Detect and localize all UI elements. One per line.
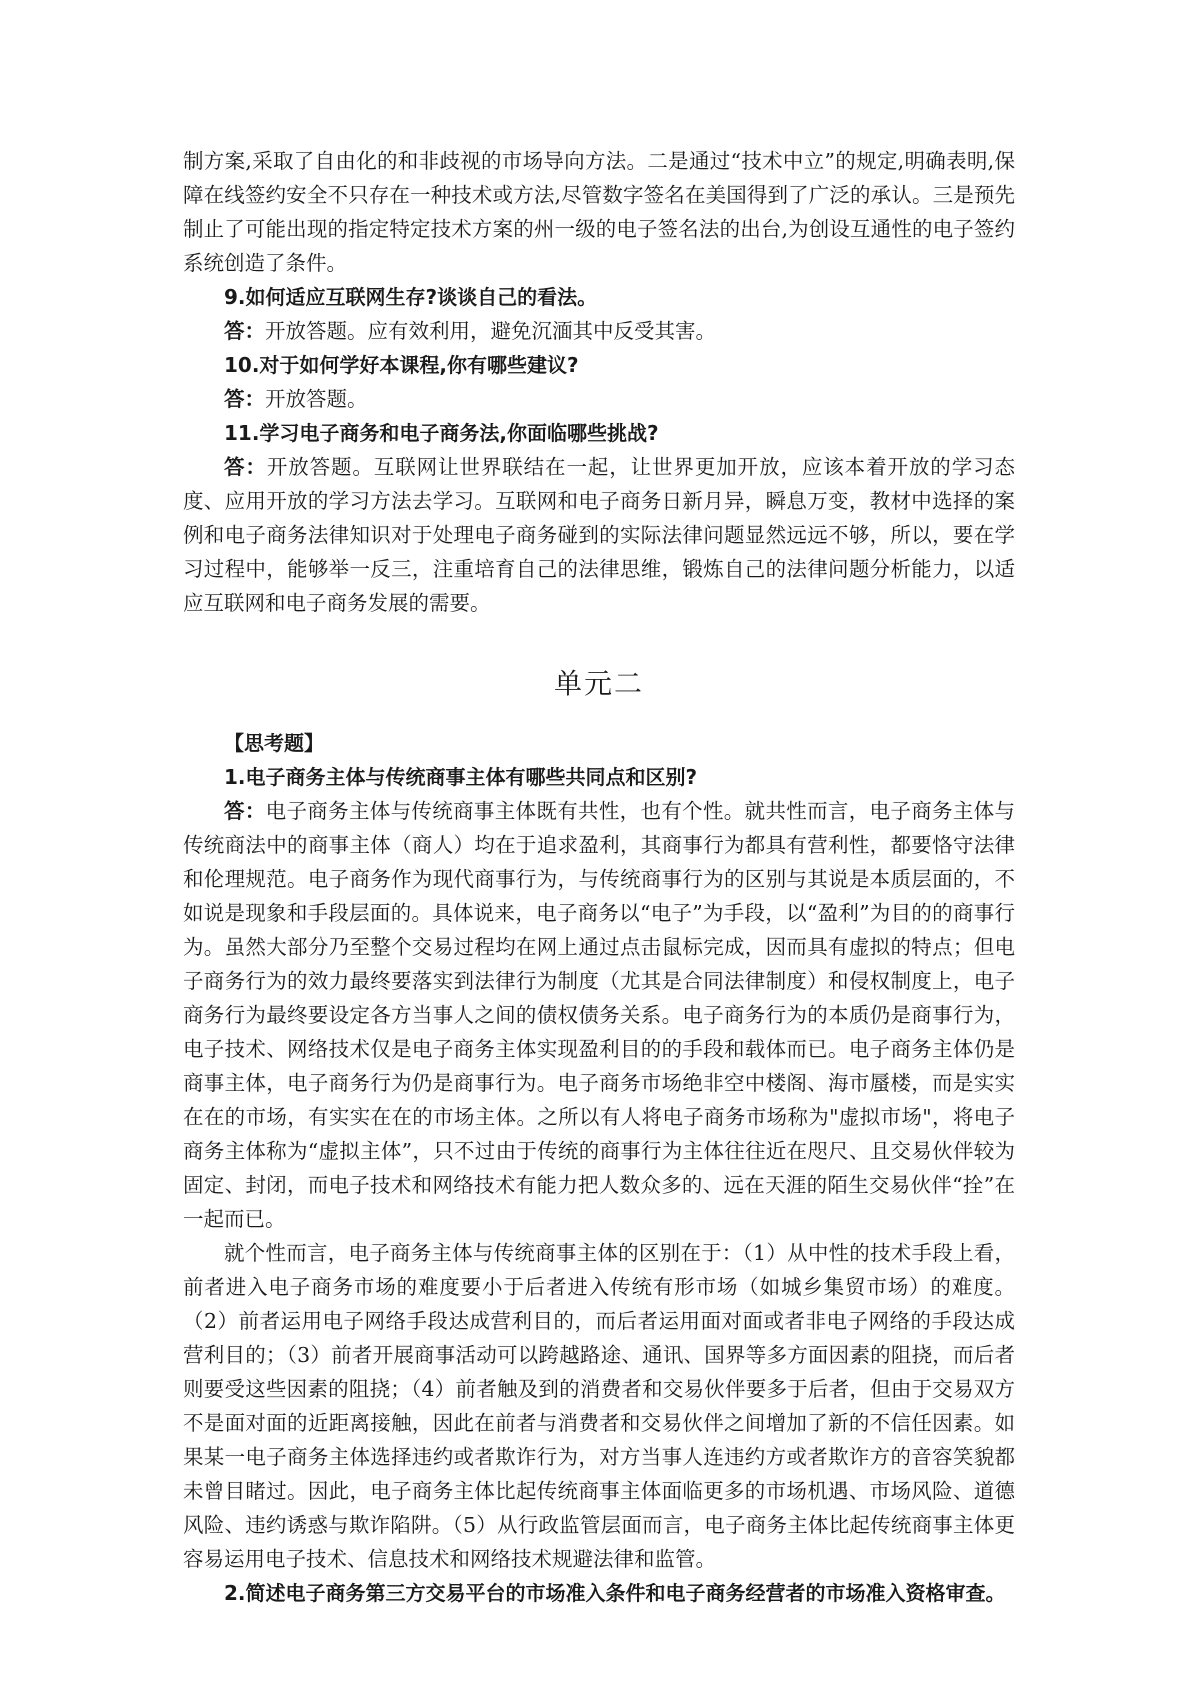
page-content — [183, 144, 1015, 1610]
answer-text: 电子商务主体与传统商事主体既有共性，也有个性。就共性而言，电子商务主体与传统商法中的商事主体（商人）均在于追求盈利，其商事行为都具有营利性，都要恪守法律和伦理规范。电子商务作为现代商事行为，与传统商事行为的区别与其说是本质层面的，不如说是现象和手段层面的。具体说来，电子商务以“电子”为手段，以“盈利”为目的的商事行为。虽然大部分乃至整个交易过程均在网上通过点击鼠标完成，因而具有虚拟的特点；但电子商务行为的效力最终要落实到法律行为制度（尤其是合同法律制度）和侵权制度上，电子商务行为最终要设定各方当事人之间的债权债务关系。电子商务行为的本质仍是商事行为，电子技术、网络技术仅是电子商务主体实现盈利目的的手段和载体而已。电子商务主体仍是商事主体，电子商务行为仍是商事行为。电子商务市场绝非空中楼阁、海市蜃楼，而是实实在在的市场，有实实在在的市场主体。之所以有人将电子商务市场称为"虚拟市场"，将电子商务主体称为“虚拟主体”，只不过由于传统的商事行为主体往往近在咫尺、且交易伙伴较为固定、封闭，而电子技术和网络技术有能力把人数众多的、远在天涯的陌生交易伙伴“拴”在一起而已。 — [183, 799, 1016, 1231]
answer-label: 答： — [224, 387, 265, 411]
answer-9 — [183, 314, 1015, 348]
answer-11 — [183, 450, 1015, 620]
unit2-answer-1-paragraph-2: 就个性而言，电子商务主体与传统商事主体的区别在于：（1）从中性的技术手段上看，前者进入电子商务市场的难度要小于后者进入传统有形市场（如城乡集贸市场）的难度。（2）前者运用电子网络手段达成营利目的，而后者运用面对面或者非电子网络的手段达成营利目的；（3）前者开展商事活动可以跨越路途、通讯、国界等多方面因素的阻挠，而后者则要受这些因素的阻挠；（4）前者触及到的消费者和交易伙伴要多于后者，但由于交易双方不是面对面的近距离接触，因此在前者与消费者和交易伙伴之间增加了新的不信任因素。如果某一电子商务主体选择违约或者欺诈行为，对方当事人连违约方或者欺诈方的音容笑貌都未曾目睹过。因此，电子商务主体比起传统商事主体面临更多的市场机遇、市场风险、道德风险、违约诱惑与欺诈陷阱。（5）从行政监管层面而言，电子商务主体比起传统商事主体更容易运用电子技术、信息技术和网络技术规避法律和监管。 — [183, 1241, 1015, 1571]
unit2-question-1: 1.电子商务主体与传统商事主体有哪些共同点和区别? — [224, 765, 698, 789]
unit-title: 单元二 — [553, 667, 644, 700]
unit2-answer-1 — [183, 794, 1015, 1236]
intro-paragraph: 制方案,采取了自由化的和非歧视的市场导向方法。二是通过“技术中立”的规定,明确表明,保障在线签约安全不只存在一种技术或方法,尽管数字签名在美国得到了广泛的承认。三是预先制止了可能出现的指定特定技术方案的州一级的电子签名法的出台,为创设互通性的电子签约系统创造了条件。 — [183, 149, 1015, 275]
answer-text: 开放答题。应有效利用，避免沉湎其中反受其害。 — [265, 319, 716, 343]
answer-text: 开放答题。 — [265, 387, 368, 411]
answer-text: 开放答题。互联网让世界联结在一起，让世界更加开放，应该本着开放的学习态度、应用开放的学习方法去学习。互联网和电子商务日新月异，瞬息万变，教材中选择的案例和电子商务法律知识对于处理电子商务碰到的实际法律问题显然远远不够，所以，要在学习过程中，能够举一反三，注重培育自己的法律思维，锻炼自己的法律问题分析能力，以适应互联网和电子商务发展的需要。 — [183, 455, 1016, 615]
answer-10 — [183, 382, 1015, 416]
question-10: 10.对于如何学好本课程,你有哪些建议? — [224, 353, 579, 377]
question-9: 9.如何适应互联网生存?谈谈自己的看法。 — [224, 285, 598, 309]
unit2-question-2: 2.简述电子商务第三方交易平台的市场准入条件和电子商务经营者的市场准入资格审查。 — [224, 1581, 1006, 1605]
answer-label: 答： — [224, 319, 265, 343]
answer-label: 答： — [224, 455, 267, 479]
section-label: 【思考题】 — [224, 731, 324, 755]
answer-label: 答： — [224, 799, 266, 823]
question-11: 11.学习电子商务和电子商务法,你面临哪些挑战? — [224, 421, 659, 445]
